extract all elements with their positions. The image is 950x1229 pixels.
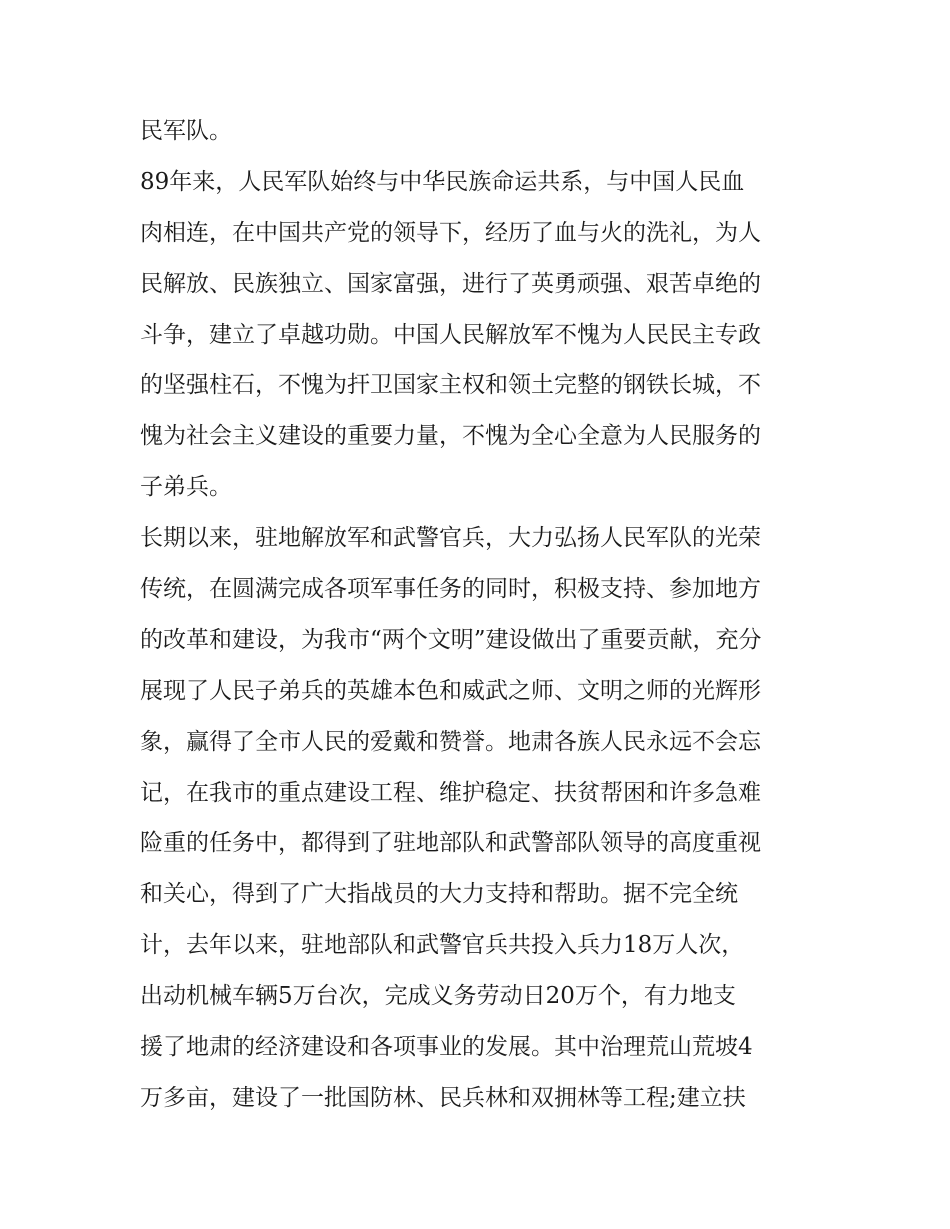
text-line: 的坚强柱石，不愧为扞卫国家主权和领土完整的钢铁长城，不 (140, 372, 761, 399)
text-line: 记，在我市的重点建设工程、维护稳定、扶贫帮困和许多急难 (140, 779, 761, 806)
text-line: 和关心，得到了广大指战员的大力支持和帮助。据不完全统 (140, 881, 738, 908)
text-line: 万多亩，建设了一批国防林、民兵林和双拥林等工程;建立扶 (140, 1084, 746, 1111)
text-line: 的改革和建设，为我市“两个文明”建设做出了重要贡献，充分 (140, 626, 762, 653)
text-line: 出动机械车辆5万台次，完成义务劳动日20万个，有力地支 (140, 983, 736, 1010)
text-line: 传统，在圆满完成各项军事任务的同时，积极支持、参加地方 (140, 576, 761, 603)
text-line: 民军队。 (140, 118, 232, 144)
text-line: 象，赢得了全市人民的爱戴和赞誉。地肃各族人民永远不会忘 (140, 728, 761, 755)
text-line: 展现了人民子弟兵的英雄本色和威武之师、文明之师的光辉形 (140, 677, 761, 704)
text-line: 援了地肃的经济建设和各项事业的发展。其中治理荒山荒坡4 (140, 1034, 753, 1061)
text-line: 计，去年以来，驻地部队和武警官兵共投入兵力18万人次， (140, 932, 745, 959)
text-line: 肉相连，在中国共产党的领导下，经历了血与火的洗礼，为人 (140, 219, 761, 246)
text-line: 斗争，建立了卓越功勋。中国人民解放军不愧为人民民主专政 (140, 321, 761, 348)
text-line: 民解放、民族独立、国家富强，进行了英勇顽强、艰苦卓绝的 (140, 270, 761, 297)
text-line: 长期以来，驻地解放军和武警官兵，大力弘扬人民军队的光荣 (140, 525, 761, 552)
text-line: 89年来，人民军队始终与中华民族命运共系，与中国人民血 (140, 168, 745, 195)
text-line: 险重的任务中，都得到了驻地部队和武警部队领导的高度重视 (140, 830, 761, 857)
text-line: 子弟兵。 (140, 474, 232, 501)
body-text (140, 106, 820, 1124)
text-line: 愧为社会主义建设的重要力量，不愧为全心全意为人民服务的 (140, 423, 761, 450)
